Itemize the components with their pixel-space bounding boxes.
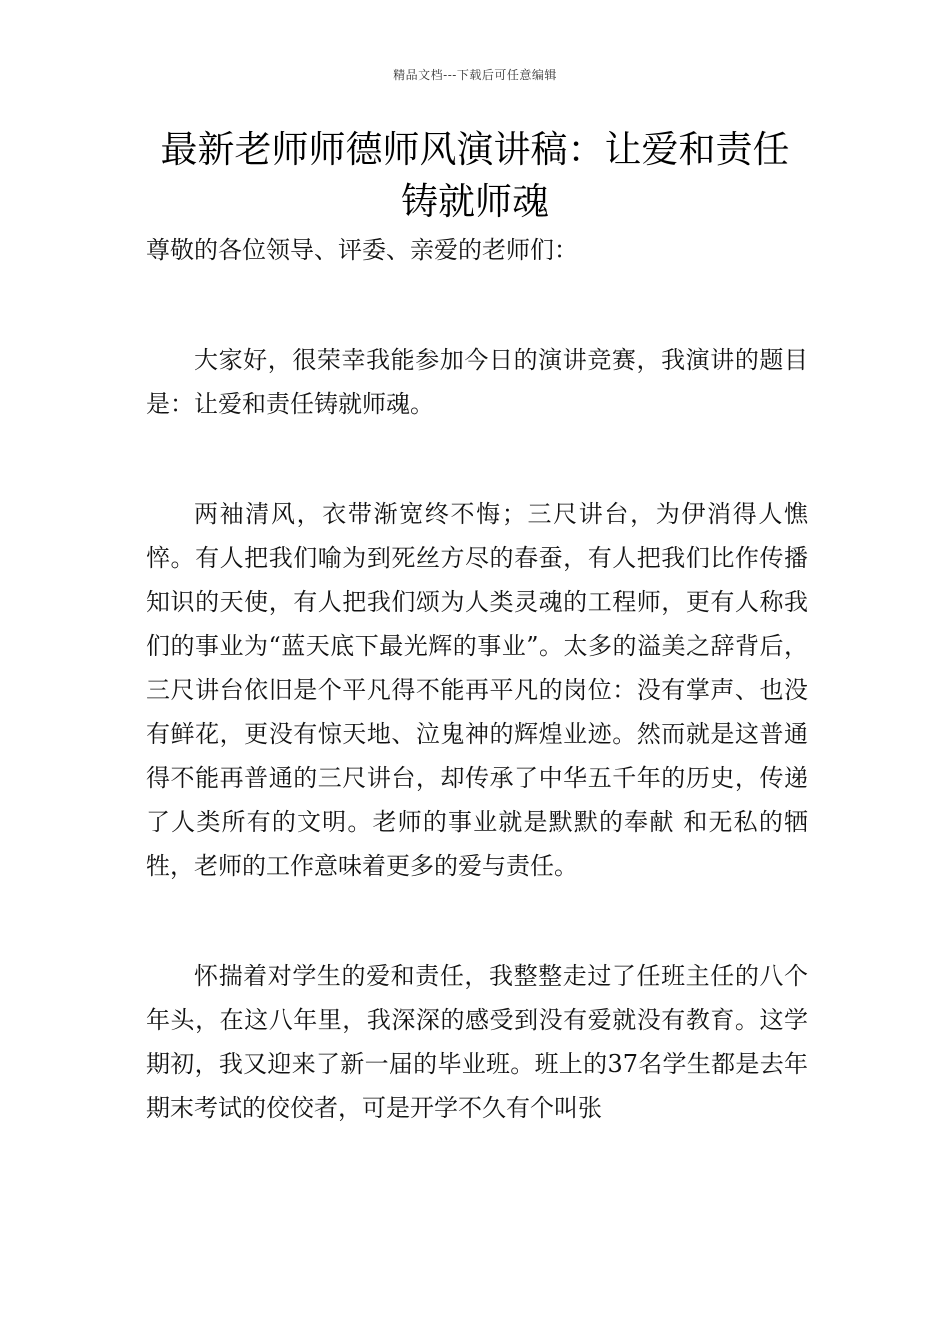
- document-body: [146, 228, 808, 1130]
- title-line-1: 最新老师师德师风演讲稿：让爱和责任: [160, 128, 790, 171]
- title-line-2: 铸就师魂: [401, 180, 549, 223]
- paragraph-1: 大家好，很荣幸我能参加今日的演讲竞赛，我演讲的题目是：让爱和责任铸就师魂。: [146, 346, 808, 418]
- page-header-note: 精品文档---下载后可任意编辑: [393, 68, 557, 82]
- paragraph-2: 两袖清风，衣带渐宽终不悔；三尺讲台，为伊消得人憔悴。有人把我们喻为到死丝方尽的春蚕，有人把我们比作传播知识的天使，有人把我们颂为人类灵魂的工程师，更有人称我们的事业为“蓝天底下最光辉的事业”。太多的溢美之辞背后，三尺讲台依旧是个平凡得不能再平凡的岗位：没有掌声、也没有鲜花，更没有惊天地、泣鬼神的辉煌业迹。然而就是这普通得不能再普通的三尺讲台，却传承了中华五千年的历史，传递了人类所有的文明。老师的事业就是默默的奉献 和无私的牺牲，老师的工作意味着更多的爱与责任。: [146, 500, 808, 880]
- greeting: 尊敬的各位领导、评委、亲爱的老师们：: [146, 236, 578, 264]
- paragraph-3: 怀揣着对学生的爱和责任，我整整走过了任班主任的八个年头，在这八年里，我深深的感受到没有爱就没有教育。这学期初，我又迎来了新一届的毕业班。班上的37名学生都是去年期末考试的佼佼者，可是开学不久有个叫张: [146, 962, 808, 1122]
- document-title: [140, 124, 810, 228]
